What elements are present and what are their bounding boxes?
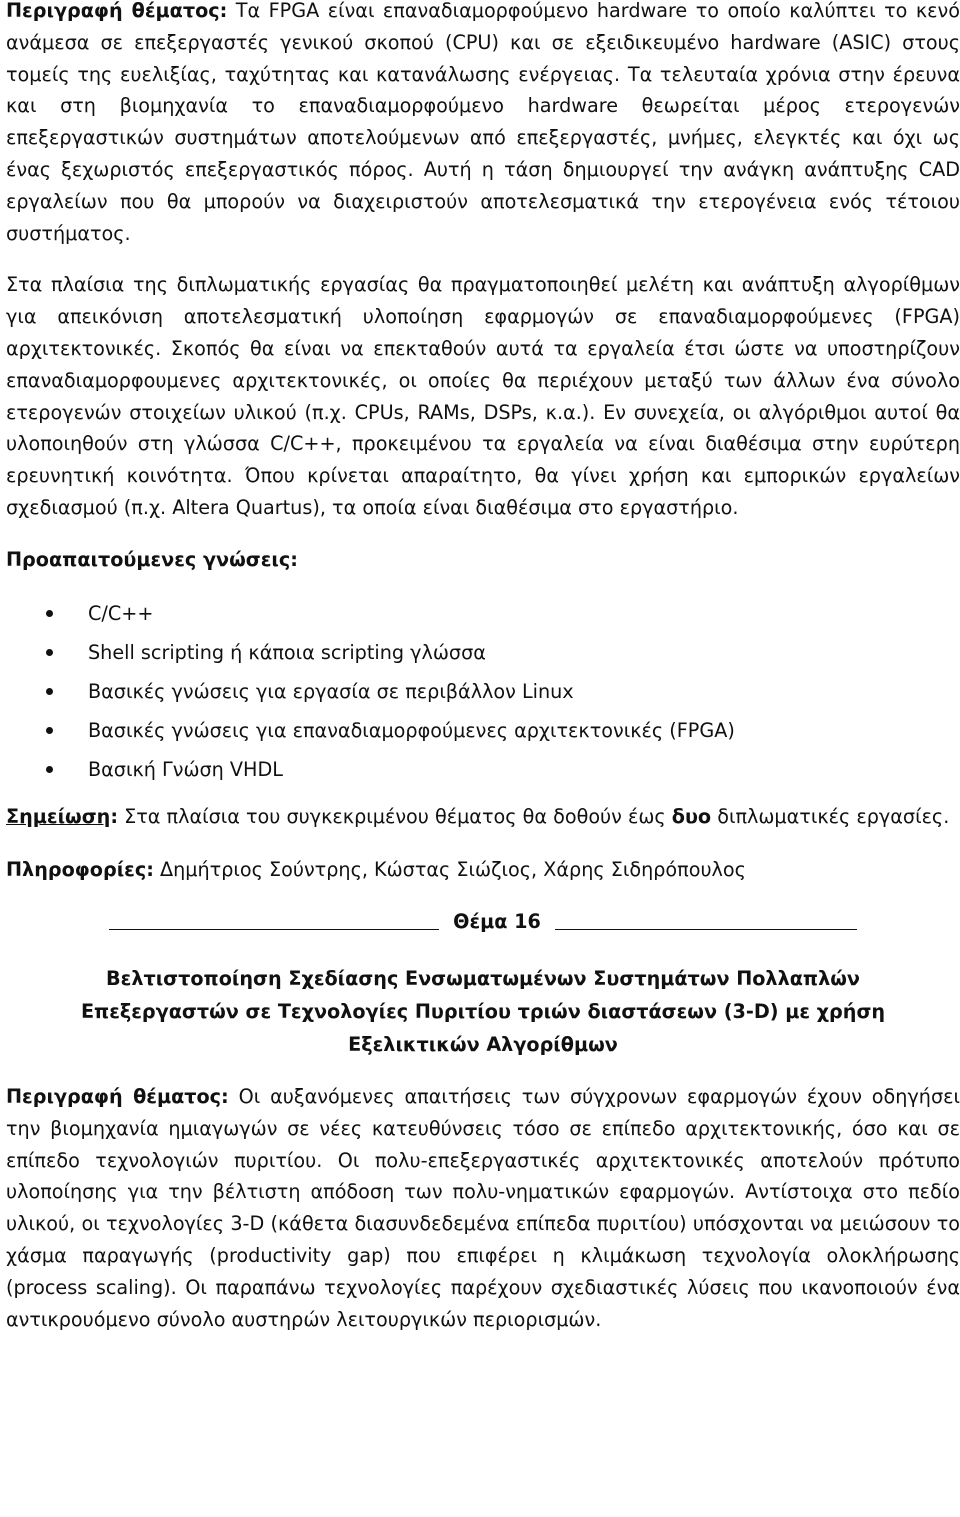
info-label: Πληροφορίες: xyxy=(6,858,154,882)
note-label: Σημείωση xyxy=(6,804,111,828)
divider xyxy=(555,929,857,930)
description-text: Τα FPGA είναι επαναδιαμορφούμενο hardware το οποίο καλύπτει το κενό ανάμεσα σε επεξεργαστές γενικού σκοπού (CPU) και σε εξειδικευμένο hardware (ASIC) στους τομείς της ευελιξίας, ταχύτητας και κατανάλωσης ενέργειας. Τα τελευταία χρόνια στην έρευνα και στη βιομηχανία το επαναδιαμορφούμενο hardware θεωρείται μέρος ετερογενών επεξεργαστικών συστημάτων αποτελούμενων από επεξεργαστές, μνήμες, ελεγκτές και όχι ως ένας ξεχωριστός επεξεργαστικός πόρος. Αυτή η τάση δημιουργεί την ανάγκη ανάπτυξης CAD εργαλείων που θα μπορούν να διαχειριστούν αποτελεσματικά την ετερογένεια ενός τέτοιου συστήματος. xyxy=(6,0,960,245)
list-item: C/C++ xyxy=(6,594,960,633)
description-label: Περιγραφή θέματος: xyxy=(6,1084,229,1108)
divider xyxy=(109,929,439,930)
note-paragraph: Σημείωση: Στα πλαίσια του συγκεκριμένου θέματος θα δοθούν έως δυο διπλωματικές εργασίες. xyxy=(6,804,950,828)
list-item: Βασικές γνώσεις για επαναδιαμορφούμενες αρχιτεκτονικές (FPGA) xyxy=(6,711,960,750)
bullet-icon xyxy=(46,688,53,695)
description-paragraph-1 xyxy=(6,0,960,249)
bullet-icon xyxy=(46,727,53,734)
topic-title-line: Επεξεργαστών σε Τεχνολογίες Πυριτίου τριών διαστάσεων (3-D) με χρήση xyxy=(80,999,886,1023)
topic-title xyxy=(6,962,960,1061)
description-paragraph-2 xyxy=(6,1081,960,1335)
document-page xyxy=(6,0,960,1335)
list-item: Βασικές γνώσεις για εργασία σε περιβάλλον Linux xyxy=(6,672,960,711)
list-item: Βασική Γνώση VHDL xyxy=(6,750,960,789)
list-item: Shell scripting ή κάποια scripting γλώσσα xyxy=(6,633,960,672)
bullet-icon xyxy=(46,649,53,656)
description-label: Περιγραφή θέματος: xyxy=(6,0,228,22)
topic-number-line xyxy=(6,906,960,938)
note-emphasis: δυο xyxy=(671,804,712,828)
topic-title-line: Βελτιστοποίηση Σχεδίασης Ενσωματωμένων Συστημάτων Πολλαπλών xyxy=(106,966,860,990)
description-text: Οι αυξανόμενες απαιτήσεις των σύγχρονων εφαρμογών έχουν οδηγήσει την βιομηχανία ημιαγωγών σε νέες κατευθύνσεις τόσο σε επίπεδο αρχιτεκτονικής, όσο και σε επίπεδο τεχνολογιών πυριτίου. Οι πολυ-επεξεργαστικές αρχιτεκτονικές αποτελούν πρότυπο υλοποίησης για την βέλτιστη απόδοση των πολυ-νηματικών εφαρμογών. Αντίστοιχα στο πεδίο υλικού, οι τεχνολογίες 3-D (κάθετα διασυνδεδεμένα επίπεδα πυριτίου) υπόσχονται να μειώσουν το χάσμα παραγωγής (productivity gap) που επιφέρει η κλιμάκωση τεχνολογία ολοκλήρωσης (process scaling). Οι παραπάνω τεχνολογίες παρέχουν σχεδιαστικές λύσεις που ικανοποιούν ένα αντικρουόμενο σύνολο αυστηρών λειτουργικών περιορισμών. xyxy=(6,1084,960,1331)
prerequisites-list xyxy=(6,594,960,789)
bullet-icon xyxy=(46,610,53,617)
prerequisites-heading: Προαπαιτούμενες γνώσεις: xyxy=(6,547,298,571)
bullet-icon xyxy=(46,766,53,773)
topic-number: Θέμα 16 xyxy=(453,910,541,934)
info-paragraph xyxy=(6,854,960,886)
thesis-scope-paragraph: Στα πλαίσια της διπλωματικής εργασίας θα πραγματοποιηθεί μελέτη και ανάπτυξη αλγορίθμων για απεικόνιση αποτελεσματική υλοποίηση εφαρμογών σε επαναδιαμορφούμενες (FPGA) αρχιτεκτονικές. Σκοπός θα είναι να επεκταθούν αυτά τα εργαλεία έτσι ώστε να υποστηρίζουν επαναδιαμορφουμενες αρχιτεκτονικές, οι οποίες θα περιέχουν μεταξύ των άλλων ένα σύνολο ετερογενών στοιχείων υλικού (π.χ. CPUs, RAMs, DSPs, κ.α.). Εν συνεχεία, οι αλγόριθμοι αυτοί θα υλοποιηθούν στη γλώσσα C/C++, προκειμένου τα εργαλεία να είναι διαθέσιμα στην ευρύτερη ερευνητική κοινότητα. Όπου κρίνεται απαραίτητο, θα γίνει χρήση και εμπορικών εργαλείων σχεδιασμού (π.χ. Altera Quartus), τα οποία είναι διαθέσιμα στο εργαστήριο. xyxy=(6,273,960,519)
info-contacts: Δημήτριος Σούντρης, Κώστας Σιώζιος, Χάρης Σιδηρόπουλος xyxy=(153,858,746,882)
topic-title-line: Εξελικτικών Αλγορίθμων xyxy=(348,1032,618,1056)
